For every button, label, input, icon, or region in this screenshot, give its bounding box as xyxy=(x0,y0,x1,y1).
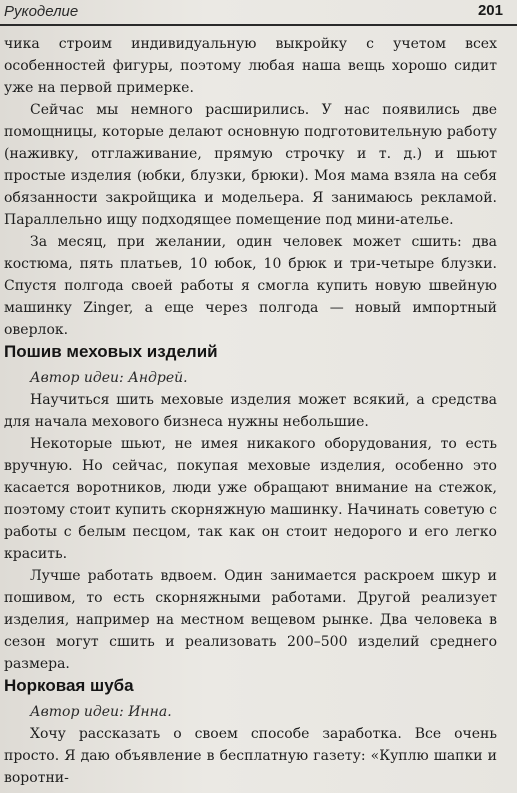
paragraph: Лучше работать вдвоем. Один занимается раскроем шкур и пошивом, то есть скорняжными работами. Другой реализует изделия, например на местном вещевом рынке. Два человека в сезон могут сшить и реализовать 200–500 изделий среднего размера. xyxy=(4,568,497,672)
body-text xyxy=(4,33,497,789)
paragraph: Некоторые шьют, не имея никакого оборудования, то есть вручную. Но сейчас, покупая меховые изделия, особенно это касается воротников, люди уже обращают внимание на стежок, поэтому стоит купить скорняжную машинку. Начинать советую с работы с белым песцом, так как он стоит недорого и его легко красить. xyxy=(4,436,497,562)
section-heading-mink: Норковая шуба xyxy=(4,676,134,695)
paragraph-continued: чика строим индивидуальную выкройку с учетом всех особенностей фигуры, поэтому любая наша вещь хорошо сидит уже на первой примерке. xyxy=(4,36,497,96)
running-head-section: Рукоделие xyxy=(4,3,79,20)
running-head xyxy=(0,0,517,26)
paragraph: Хочу рассказать о своем способе заработка. Все очень просто. Я даю объявление в бесплатную газету: «Куплю шапки и воротни- xyxy=(4,726,497,786)
paragraph: Научиться шить меховые изделия может всякий, а средства для начала мехового бизнеса нужны небольшие. xyxy=(4,392,497,430)
paragraph: За месяц, при желании, один человек может сшить: два костюма, пять платьев, 10 юбок, 10 брюк и три-четыре блузки. Спустя полгода своей работы я смогла купить новую швейную машинку Zinger, а еще через полгода — новый импортный оверлок. xyxy=(4,234,497,338)
section-heading-fur: Пошив меховых изделий xyxy=(4,342,218,361)
idea-author: Автор идеи: Андрей. xyxy=(30,370,188,386)
paragraph: Сейчас мы немного расширились. У нас появились две помощницы, которые делают основную подготовительную работу (наживку, отглаживание, прямую строчку и т. д.) и шьют простые изделия (юбки, блузки, брюки). Моя мама взяла на себя обязанности закройщика и модельера. Я занимаюсь рекламой. Параллельно ищу подходящее помещение под мини-ательe. xyxy=(4,102,497,228)
idea-author: Автор идеи: Инна. xyxy=(30,704,172,720)
page-number: 201 xyxy=(477,2,503,19)
